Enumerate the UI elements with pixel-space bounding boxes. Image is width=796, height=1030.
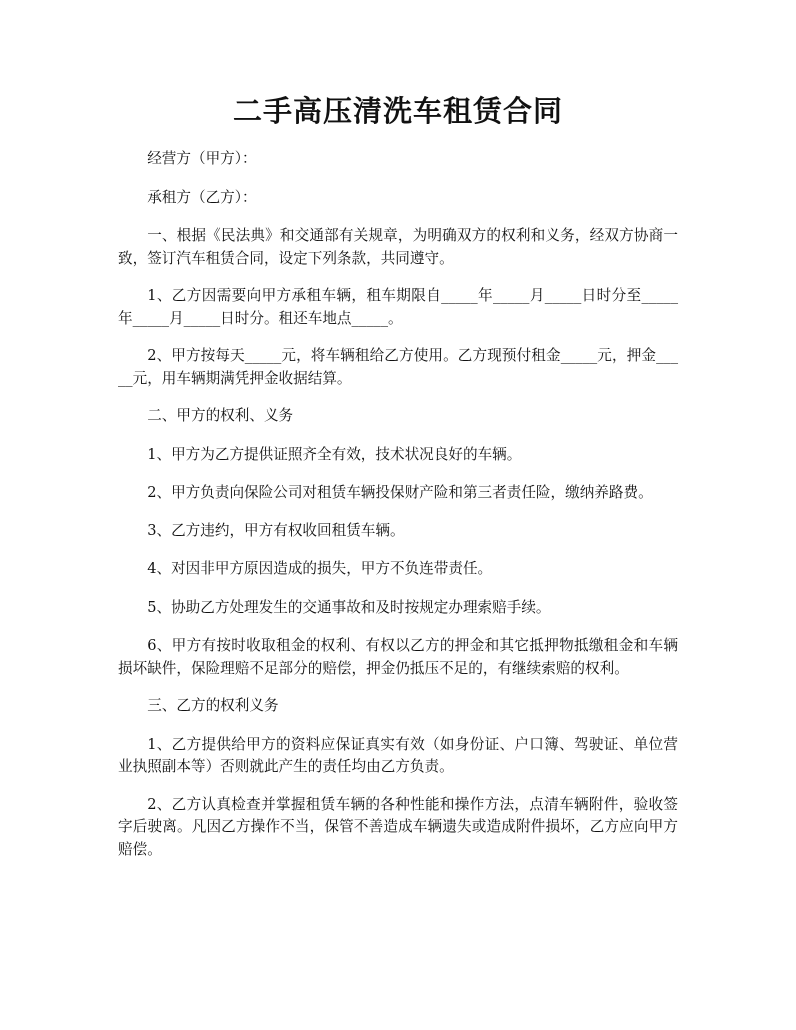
party-a-item-4: 4、对因非甲方原因造成的损失，甲方不负连带责任。 — [147, 560, 493, 577]
document-title: 二手高压清洗车租赁合同 — [232, 94, 563, 128]
party-b-line: 承租方（乙方）： — [147, 188, 257, 206]
party-a-item-3: 3、乙方违约，甲方有权收回租赁车辆。 — [147, 521, 405, 539]
party-b-item-2: 2、乙方认真检查并掌握租赁车辆的各种性能和操作方法，点清车辆附件，验收签字后驶离。凡因乙方操作不当，保管不善造成车辆遗失或造成附件损坏，乙方应向甲方赔偿。 — [118, 795, 678, 858]
party-a-item-5: 5、协助乙方处理发生的交通事故和及时按规定办理索赔手续。 — [147, 598, 551, 616]
clause-intro: 一、根据《民法典》和交通部有关规章，为明确双方的权利和义务，经双方协商一致，签订汽车租赁合同，设定下列条款，共同遵守。 — [118, 227, 678, 267]
party-b-item-1: 1、乙方提供给甲方的资料应保证真实有效（如身份证、户口簿、驾驶证、单位营业执照副本等）否则就此产生的责任均由乙方负责。 — [118, 735, 678, 775]
clause-rental-period: 1、乙方因需要向甲方承租车辆，租车期限自_____年_____月_____日时分至_____年_____月_____日时分。租还车地点_____。 — [118, 287, 678, 327]
party-a-line: 经营方（甲方）： — [147, 150, 257, 167]
party-a-item-1: 1、甲方为乙方提供证照齐全有效，技术状况良好的车辆。 — [147, 445, 522, 463]
section-heading-party-b: 三、乙方的权利义务 — [147, 697, 279, 714]
party-a-item-2: 2、甲方负责向保险公司对租赁车辆投保财产险和第三者责任险，缴纳养路费。 — [147, 484, 653, 501]
clause-rent-deposit: 2、甲方按每天_____元，将车辆租给乙方使用。乙方现预付租金_____元，押金_____元，用车辆期满凭押金收据结算。 — [118, 347, 678, 387]
section-heading-party-a: 二、甲方的权利、义务 — [147, 407, 294, 424]
party-a-item-6: 6、甲方有按时收取租金的权利、有权以乙方的押金和其它抵押物抵缴租金和车辆损坏缺件，保险理赔不足部分的赔偿，押金仍抵压不足的，有继续索赔的权利。 — [118, 637, 678, 677]
document-body — [118, 148, 678, 876]
